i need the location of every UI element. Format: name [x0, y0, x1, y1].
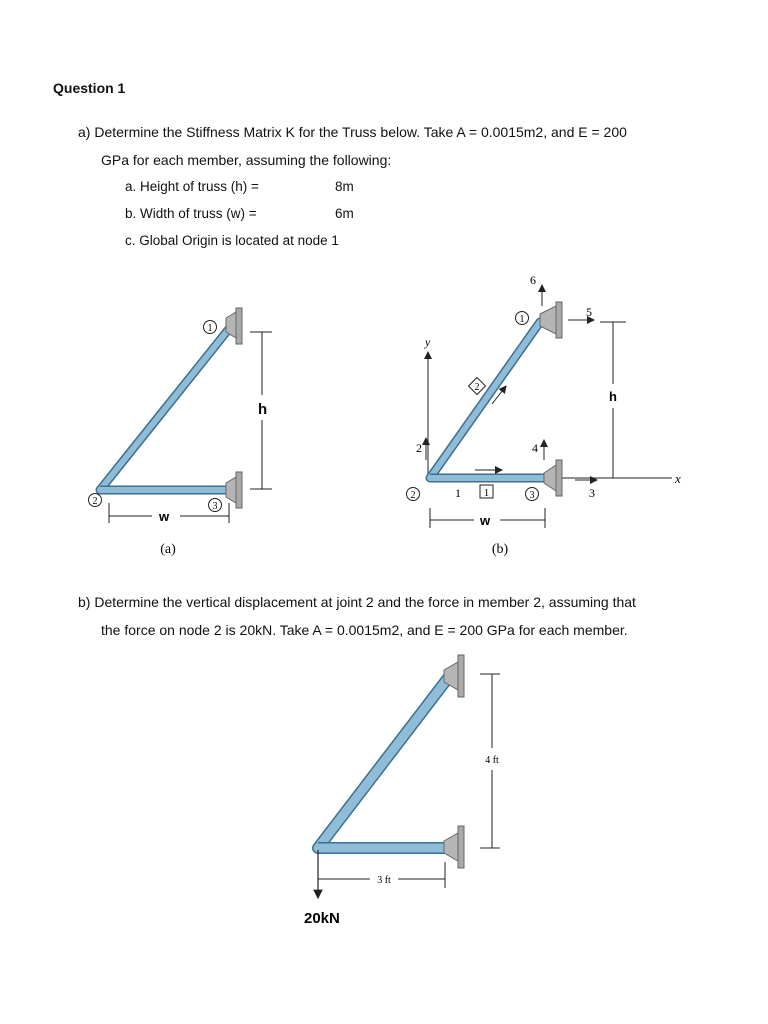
h-label-b: h [609, 389, 617, 404]
width-dimension-label: 3 ft [377, 875, 391, 886]
caption-a: (a) [160, 542, 176, 557]
assumption-a-label: a. Height of truss (h) = [125, 179, 259, 194]
assumption-b-label: b. Width of truss (w) = [125, 206, 257, 221]
dof-3: 3 [589, 486, 595, 500]
node-a3-label: 3 [212, 501, 218, 512]
node-a1-label: 1 [207, 323, 213, 334]
support-c-bottom-icon [458, 826, 464, 868]
support-a-top-icon [236, 308, 242, 344]
dof-2: 2 [416, 441, 422, 455]
support-b-top-icon [556, 302, 562, 338]
part-b-line1: b) Determine the vertical displacement at joint 2 and the force in member 2, assuming that [78, 594, 636, 610]
support-b-bottom-icon [556, 460, 562, 496]
caption-b: (b) [491, 542, 509, 557]
dof-5: 5 [586, 305, 592, 319]
support-a-bottom-icon [236, 472, 242, 508]
node-b3-label: 3 [529, 490, 535, 501]
question-title: Question 1 [53, 80, 126, 96]
figure-b [407, 273, 682, 557]
part-a-line1: a) Determine the Stiffness Matrix K for the Truss below. Take A = 0.0015m2, and E = 200 [78, 124, 627, 140]
member-b1-label: 1 [483, 487, 490, 499]
dof-1: 1 [455, 486, 461, 500]
assumption-b-value: 6m [335, 206, 354, 221]
member-b2-label: 2 [474, 382, 480, 393]
part-b-line2: the force on node 2 is 20kN. Take A = 0.0015m2, and E = 200 GPa for each member. [101, 622, 628, 638]
figure-a [89, 308, 273, 557]
assumption-c-label: c. Global Origin is located at node 1 [125, 233, 339, 248]
height-dimension-label: 4 ft [485, 755, 499, 766]
node-b2-label: 2 [410, 490, 416, 501]
part-a-line2: GPa for each member, assuming the following: [101, 152, 392, 168]
x-axis-label: x [675, 471, 681, 486]
y-axis-label: y [425, 335, 431, 349]
assumption-a-value: 8m [335, 179, 354, 194]
h-label-a: h [258, 401, 268, 418]
dof-4: 4 [532, 441, 538, 455]
node-b1-label: 1 [519, 314, 525, 325]
w-label-b: w [480, 513, 491, 528]
w-label-a: w [159, 509, 170, 524]
dof-6: 6 [530, 273, 536, 287]
support-c-top-icon [458, 655, 464, 697]
force-label: 20kN [304, 910, 340, 927]
figure-c [304, 655, 500, 927]
node-a2-label: 2 [92, 496, 98, 507]
